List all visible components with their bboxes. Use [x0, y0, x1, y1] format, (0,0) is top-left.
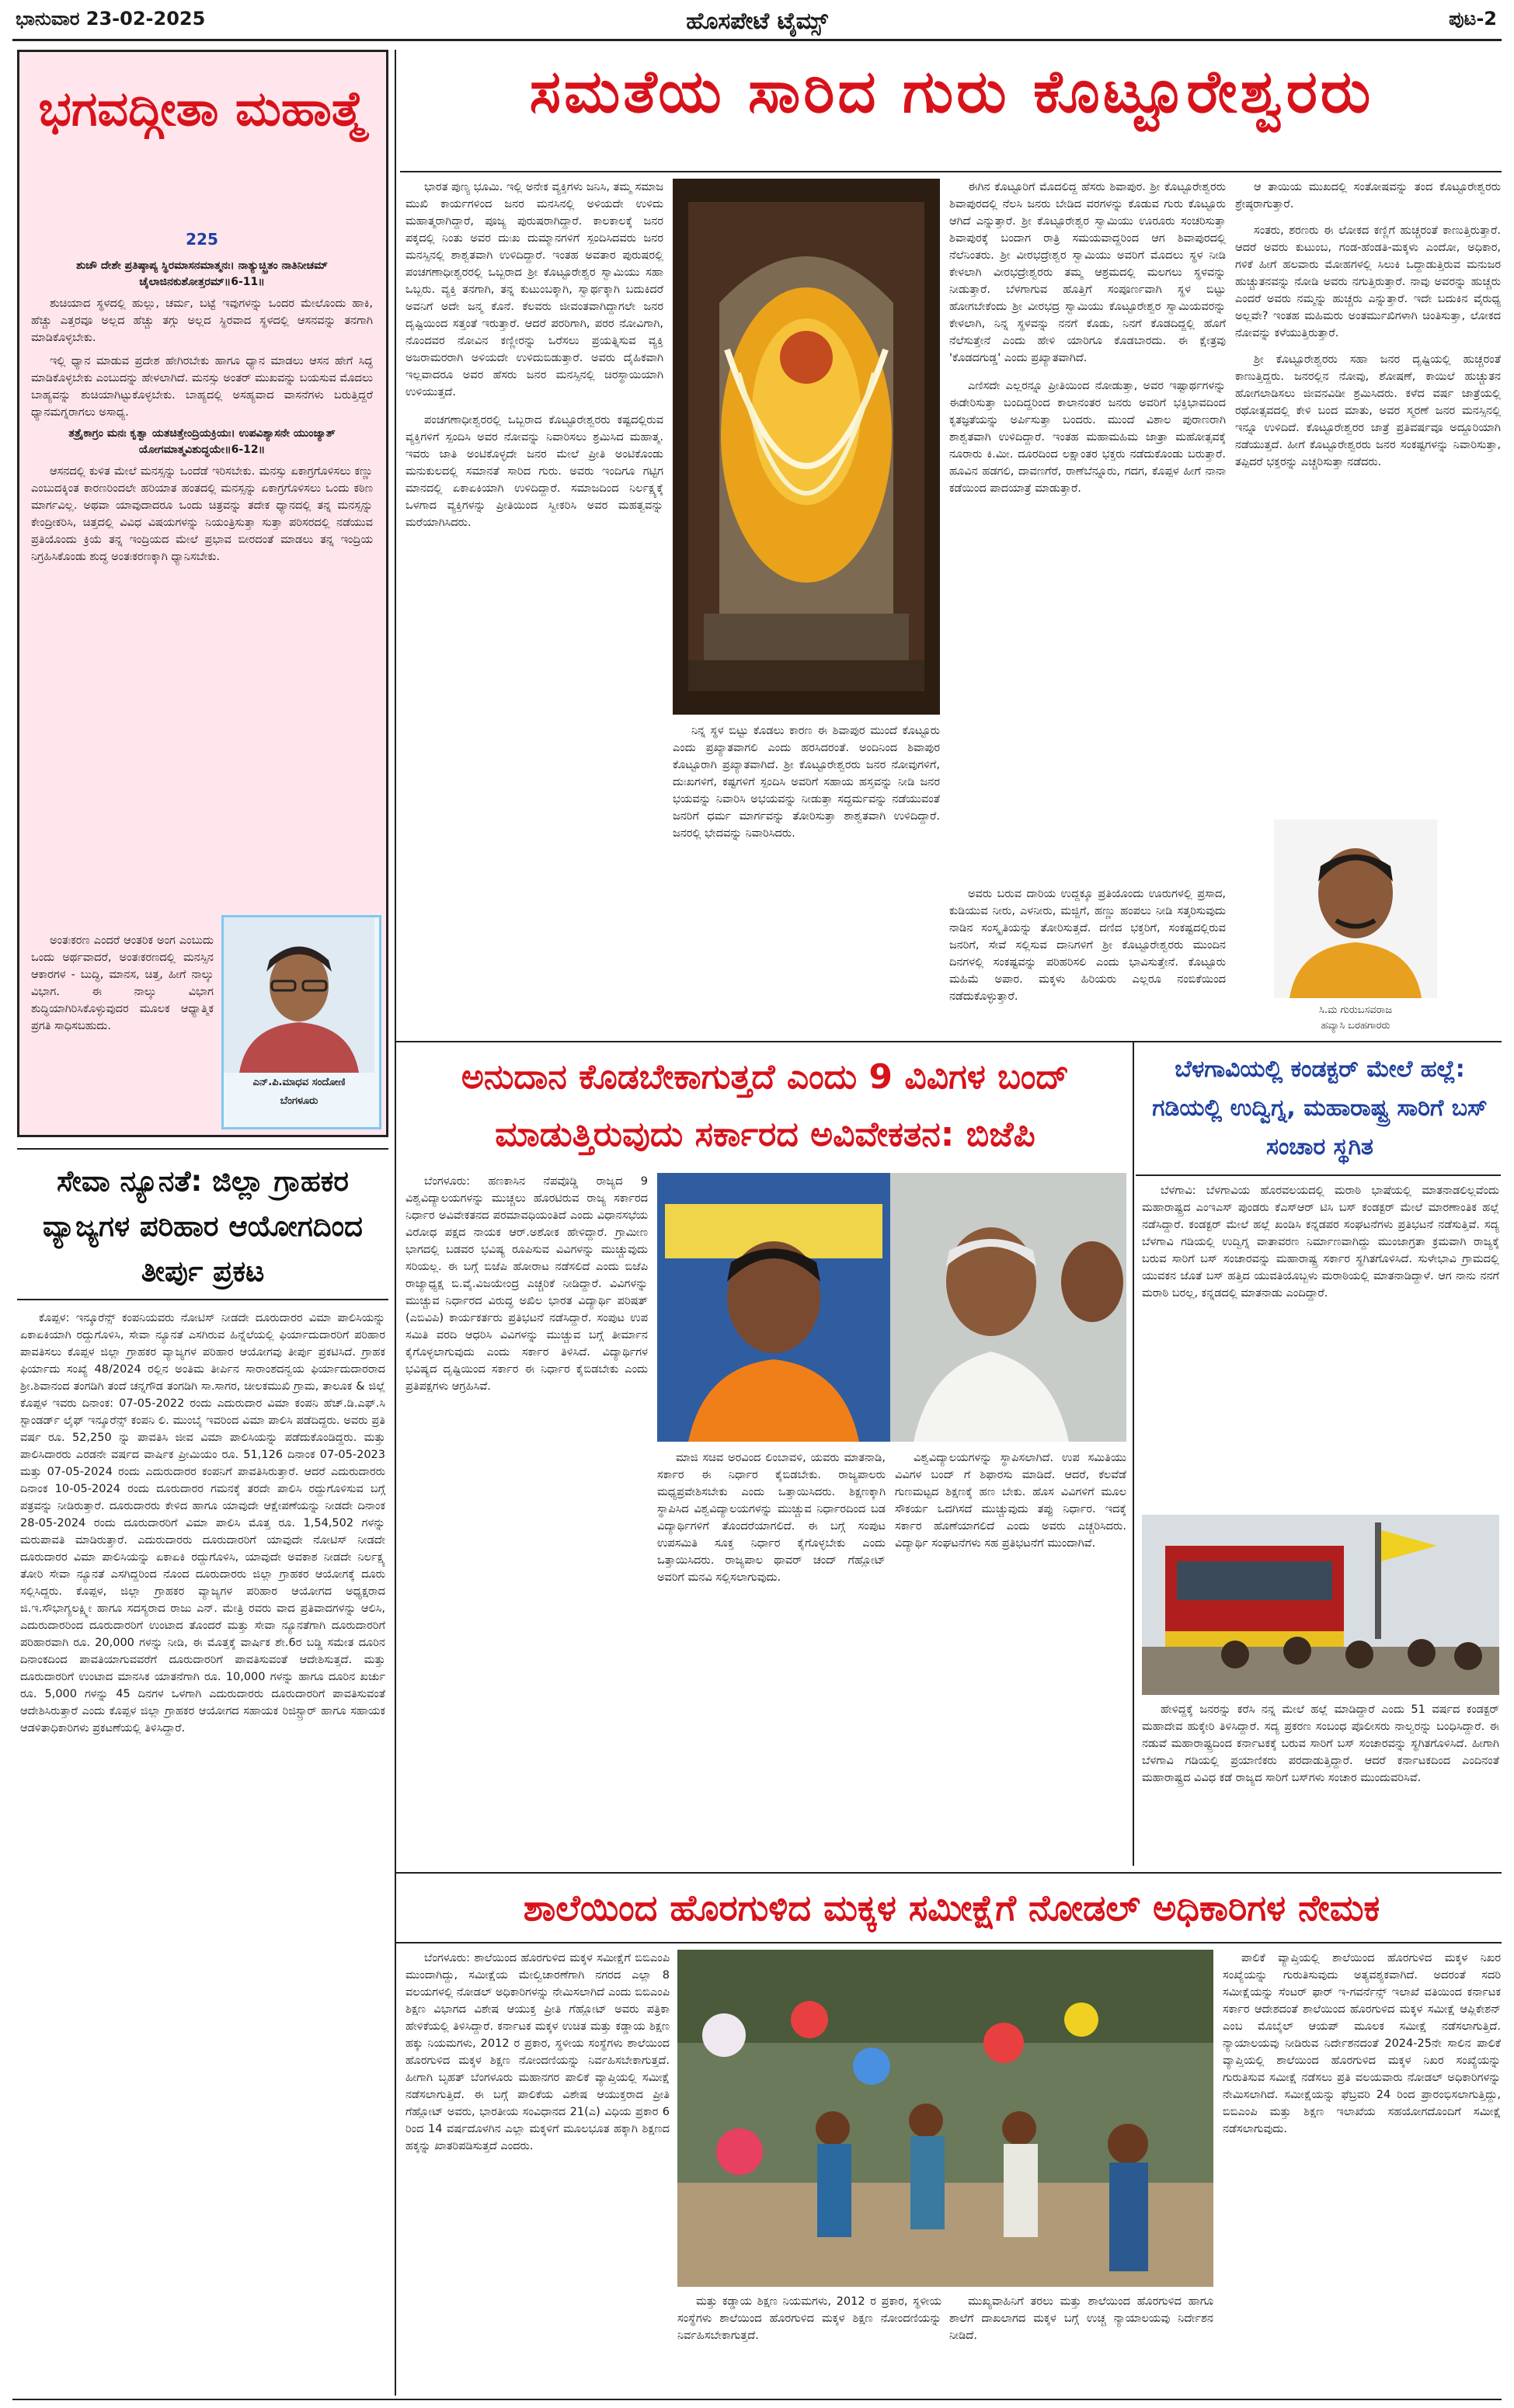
belagavi-body-1	[1142, 1182, 1499, 1508]
mid-rule	[396, 1041, 1502, 1042]
kotturu-col-4b-text: ಸಂತರು, ಶರಣರು ಈ ಲೋಕದ ಕಣ್ಣಿಗೆ ಹುಚ್ಚರಂತೆ ಕಾಣುತ್ತಿರುತ್ತಾರೆ. ಆದರೆ ಅವರು ಕುಟುಂಬ, ಗಂಡ-ಹೆಂಡತಿ-ಮಕ್ಕಳು ಎಂದೋ, ಅಧಿಕಾರ, ಗಳಿಕೆ ಹೀಗೆ ಹಲವಾರು ಮೋಹಗಳಲ್ಲಿ ಸಿಲುಕಿ ಒದ್ದಾಡುತ್ತಿರುವ ಮನುಜರ ಹುಚ್ಚುತನವನ್ನು ನೋಡಿ ಅವರು ನಗುತ್ತಿರುತ್ತಾರೆ. ನಾವು ಅವರನ್ನು ಹುಚ್ಚರು ಎಂದರೆ ಅವರು ನಮ್ಮನ್ನು ಹುಚ್ಚರು ಎನ್ನುತ್ತಾರೆ. ಇದೇ ಬದುಕಿನ ವೈರುಧ್ಯ ಅಲ್ಲವೇ? ಇಂತಹ ಮಹಿಮರು ಅಂತರ್ಮುಖಿಗಳಾಗಿ ಚಿಂತಿಸುತ್ತಾ, ಲೋಕದ ನೋವನ್ನು ಕಳೆಯುತ್ತಿರುತ್ತಾರೆ.	[1235, 224, 1501, 339]
kotturu-col-4	[1235, 179, 1501, 816]
belagavi-headline: ಬೆಳಗಾವಿಯಲ್ಲಿ ಕಂಡಕ್ಟರ್ ಮೇಲೆ ಹಲ್ಲೆ: ಗಡಿಯಲ್ಲಿ ಉದ್ವಿಗ್ನ, ಮಹಾರಾಷ್ಟ್ರ ಸಾರಿಗೆ ಬಸ್ ಸಂಚಾರ ಸ್ಥಗಿತ	[1152, 1056, 1488, 1161]
schools-col-3	[949, 2293, 1213, 2392]
schools-col-3-text: ಮುಖ್ಯವಾಹಿನಿಗೆ ತರಲು ಮತ್ತು ಶಾಲೆಯಿಂದ ಹೊರಗುಳಿದ ಹಾಗೂ ಶಾಲೆಗೆ ದಾಖಲಾಗದ ಮಕ್ಕಳ ಬಗ್ಗೆ ಉಚ್ಚ ನ್ಯಾಯಾಲಯವು ನಿರ್ದೇಶನ ನೀಡಿದೆ.	[949, 2295, 1213, 2342]
page-number: ಪುಟ-2	[1449, 8, 1497, 30]
bandh-col-1-text: ಬೆಂಗಳೂರು: ಹಣಕಾಸಿನ ನೆಪವೊಡ್ಡಿ ರಾಜ್ಯದ 9 ವಿಶ್ವವಿದ್ಯಾಲಯಗಳನ್ನು ಮುಚ್ಚಲು ಹೊರಟಿರುವ ರಾಜ್ಯ ಸರ್ಕಾರದ ನಿರ್ಧಾರ ಅವಿವೇಕತನದ ಪರಮಾವಧಿಯಂತಿದೆ ಎಂದು ವಿಧಾನಸಭೆಯ ವಿರೋಧ ಪಕ್ಷದ ನಾಯಕ ಆರ್.ಅಶೋಕ ಹೇಳಿದ್ದಾರೆ. ಗ್ರಾಮೀಣ ಭಾಗದಲ್ಲಿ ಬಡವರ ಭವಿಷ್ಯ ರೂಪಿಸುವ ವಿವಿಗಳನ್ನು ಮುಚ್ಚುವುದು ಸರಿಯಲ್ಲ. ಈ ಬಗ್ಗೆ ಬಿಜೆಪಿ ಹೋರಾಟ ನಡೆಸಲಿದೆ ಎಂದು ಬಿಜೆಪಿ ರಾಜ್ಯಾಧ್ಯಕ್ಷ ಬಿ.ವೈ.ವಿಜಯೇಂದ್ರ ಎಚ್ಚರಿಕೆ ನೀಡಿದ್ದಾರೆ. ವಿವಿಗಳನ್ನು ಮುಚ್ಚುವ ನಿರ್ಧಾರದ ವಿರುದ್ಧ ಅಖಿಲ ಭಾರತ ವಿದ್ಯಾರ್ಥಿ ಪರಿಷತ್ (ಎಬಿವಿಪಿ) ಕಾರ್ಯಕರ್ತರು ಪ್ರತಿಭಟನೆ ನಡೆಸಿದ್ದಾರೆ. ಸಂಪುಟ ಉಪ ಸಮಿತಿ ವರದಿ ಆಧರಿಸಿ ವಿವಿಗಳನ್ನು ಮುಚ್ಚುವ ಬಗ್ಗೆ ತೀರ್ಮಾನ ಕೈಗೊಳ್ಳಲಾಗುವುದು ಎಂದು ಸರ್ಕಾರ ತಿಳಿಸಿದೆ. ವಿದ್ಯಾರ್ಥಿಗಳ ಭವಿಷ್ಯದ ದೃಷ್ಟಿಯಿಂದ ಸರ್ಕಾರ ಈ ನಿರ್ಧಾರ ಕೈಬಿಡಬೇಕು ಎಂದು ಪ್ರತಿಪಕ್ಷಗಳು ಆಗ್ರಹಿಸಿವೆ.	[405, 1175, 648, 1393]
consumer-rule	[17, 1148, 388, 1150]
lower-rule	[396, 1872, 1502, 1874]
belagavi-body-2	[1142, 1701, 1499, 1864]
bus-protest-photo	[1142, 1515, 1499, 1695]
consumer-headline: ಸೇವಾ ನ್ಯೂನತೆ: ಜಿಲ್ಲಾ ಗ್ರಾಹಕರ ವ್ಯಾಜ್ಯಗಳ ಪರಿಹಾರ ಆಯೋಗದಿಂದ ತೀರ್ಪು ಪ್ರಕಟ	[43, 1164, 363, 1288]
kotturu-col-4c-text: ಶ್ರೀ ಕೊಟ್ಟೂರೇಶ್ವರರು ಸಹಾ ಜನರ ದೃಷ್ಟಿಯಲ್ಲಿ ಹುಚ್ಚರಂತೆ ಕಾಣುತ್ತಿದ್ದರು. ಜನರಲ್ಲಿನ ನೋವು, ಶೋಷಣೆ, ಕಾಯಿಲೆ ಹುಚ್ಚುತನ ಹೋಗಲಾಡಿಸಲು ಜೀವನವಿಡೀ ಶ್ರಮಿಸಿದರು. ಕಳೆದ ವರ್ಷ ಜಾತ್ರೆಯಲ್ಲಿ ರಥೋತ್ಸವದಲ್ಲಿ ಕೇಳಿ ಬಂದ ಮಾತು, ಅವರ ಸ್ಮರಣೆ ಜನರ ಮನಸ್ಸಿನಲ್ಲಿ ಇನ್ನೂ ಉಳಿದಿದೆ. ಕೊಟ್ಟೂರೇಶ್ವರರ ಜಾತ್ರೆ ಪ್ರತಿವರ್ಷವೂ ಅದ್ದೂರಿಯಾಗಿ ನಡೆಯುತ್ತದೆ. ಹೀಗೆ ಕೊಟ್ಟೂರೇಶ್ವರರು ಜನರ ಸಂಕಷ್ಟಗಳನ್ನು ನಿವಾರಿಸುತ್ತಾ, ತಪ್ಪಿದರೆ ಭಕ್ತರನ್ನು ಎಚ್ಚರಿಸುತ್ತಾ ನಡೆದರು.	[1235, 353, 1501, 468]
gita-para-3: ಆಸನದಲ್ಲಿ ಕುಳಿತ ಮೇಲೆ ಮನಸ್ಸನ್ನು ಒಂದೆಡೆ ಇರಿಸಬೇಕು. ಮನಸ್ಸು ಏಕಾಗ್ರಗೊಳಿಸಲು ಕಣ್ಣು ಎಂಬುದಕ್ಕಿಂತ ಕಾರಣರಿಂದಲೇ ಹರಿಯಾತ ಹಂತದಲ್ಲಿ ಮನಸ್ಸನ್ನು ಏಕಾಗ್ರಗೊಳಿಸಲು ಒಂದು ಕಠಿಣ ಮಾರ್ಗವಿಲ್ಲ. ಅಥವಾ ಯಾವುದಾದರೂ ಒಂದು ಚಿತ್ರವನ್ನು ತದೇಕ ಧ್ಯಾನದಲ್ಲಿ ತನ್ನ ಮನಸ್ಸನ್ನು ಕೇಂದ್ರೀಕರಿಸಿ, ಚಿತ್ತದಲ್ಲಿ ವಿವಿಧ ವಿಷಯಗಳನ್ನು ನಿಯಂತ್ರಿಸುತ್ತಾ ಸುತ್ತಾ ಪರಿಸರದಲ್ಲಿ ನಡೆಯುವ ಪ್ರತಿಯೊಂದು ಕ್ರಿಯೆ ತನ್ನ ಇಂದ್ರಿಯದ ಮೇಲೆ ಪ್ರಭಾವ ಬೀರದಂತೆ ಮಾಡಲು ತನ್ನ ಇಂದ್ರಿಯ ನಿಗ್ರಹಿಸಿಕೊಂಡು ಶುದ್ಧ ಅಂತಃಕರಣಕ್ಕಾಗಿ ಧ್ಯಾನಿಸಬೇಕು.	[31, 465, 373, 563]
person-portrait-icon	[224, 917, 374, 1073]
kotturu-col-1b-text: ಪಂಚಗಣಾಧೀಶ್ವರರಲ್ಲಿ ಒಬ್ಬರಾದ ಕೊಟ್ಟೂರೇಶ್ವರರು ಕಷ್ಟದಲ್ಲಿರುವ ವ್ಯಕ್ತಿಗಳಿಗೆ ಸ್ಪಂದಿಸಿ ಅವರ ನೋವನ್ನು ನಿವಾರಿಸಲು ಶ್ರಮಿಸಿದ ಮಹಾತ್ಮ. ಇವರು ಜಾತಿ ಅಂಟಿಕೊಳ್ಳದೇ ಜನರ ಮೇಲೆ ಪ್ರೀತಿ ಅಂಟಿಕೊಂಡು ಮನುಕುಲದಲ್ಲಿ ಸಮಾನತೆ ಸಾರಿದ ಗುರು. ಅವರು ಇಂದಿಗೂ ಗಟ್ಟಿಗ ಮಾನದಲ್ಲಿ ಏಕಾಏಕಿಯಾಗಿ ಉಳಿದಿದ್ದಾರೆ. ಸಮಾಜದಿಂದ ನಿರ್ಲಕ್ಷ್ಯಕ್ಕೆ ಒಳಗಾದ ವ್ಯಕ್ತಿಗಳನ್ನು ಪ್ರೀತಿಯಿಂದ ಸ್ವೀಕರಿಸಿ ಅವರ ಮಹತ್ವವನ್ನು ಮರೆಯಾಗಿಸಿದರು.	[405, 414, 663, 529]
gita-number: 225	[186, 230, 218, 249]
gita-title: ಭಗವದ್ಗೀತಾ ಮಹಾತ್ಮೆ	[38, 80, 366, 137]
bandh-col-1	[405, 1173, 648, 1864]
kotturu-headline: ಸಮತೆಯ ಸಾರಿದ ಗುರು ಕೊಟ್ಟೂರೇಶ್ವರರು	[529, 57, 1374, 126]
bandh-col-3	[895, 1449, 1126, 1864]
children-running-photo	[677, 1950, 1213, 2287]
gita-text-end	[31, 932, 214, 1126]
bandh-headline: ಅನುದಾನ ಕೊಡಬೇಕಾಗುತ್ತದೆ ಎಂದು 9 ವಿವಿಗಳ ಬಂದ್ ಮಾಡುತ್ತಿರುವುದು ಸರ್ಕಾರದ ಅವಿವೇಕತನ: ಬಿಜೆಪಿ	[461, 1057, 1070, 1154]
kotturu-col-2-text: ಈಗಿನ ಕೊಟ್ಟೂರಿಗೆ ಮೊದಲಿದ್ದ ಹೆಸರು ಶಿವಾಪುರ. ಶ್ರೀ ಕೊಟ್ಟೂರೇಶ್ವರರು ಶಿವಾಪುರದಲ್ಲಿ ನೆಲಸಿ ಜನರು ಬೇಡಿದ ವರಗಳನ್ನು ಕೊಡುವ ಗುರು ಕೊಟ್ಟೂರು ಆಗಿದೆ ಎನ್ನುತ್ತಾರೆ. ಶ್ರೀ ಕೊಟ್ಟೂರೇಶ್ವರ ಸ್ವಾಮಿಯು ಊರೂರು ಸಂಚರಿಸುತ್ತಾ ಶಿವಾಪುರಕ್ಕೆ ಬಂದಾಗ ರಾತ್ರಿ ಸಮಯವಾದ್ದರಿಂದ ಆಗ ಶಿವಾಪುರದಲ್ಲಿ ನೆಲೆನಿಂತರು. ಶ್ರೀ ವೀರಭದ್ರೇಶ್ವರ ಸ್ವಾಮಿಯು ಅವರಿಗೆ ಮೊದಲು ಸ್ಥಳ ನೀಡಿ ಕೇಳಲಾಗಿ ವೀರಭದ್ರೇಶ್ವರರು ತಮ್ಮ ಆಶ್ರಮದಲ್ಲಿ ಮಲಗಲು ಸ್ಥಳವನ್ನು ನೀಡುತ್ತಾರೆ. ಬೆಳಗಾಗುವ ಹೊತ್ತಿಗೆ ಸಂಪೂರ್ಣವಾಗಿ ಸ್ಥಳ ಬಿಟ್ಟು ಹೋಗಬೇಕೆಂದು ಶ್ರೀ ವೀರಭದ್ರ ಸ್ವಾಮಿಯು ಕೊಟ್ಟೂರೇಶ್ವರ ಸ್ವಾಮಿಯವರನ್ನು ಕೇಳಲಾಗಿ, ನಿನ್ನ ಸ್ಥಳವನ್ನು ನನಗೆ ಕೊಡು, ನಿನಗೆ ಕೊಡದಿದ್ದಲ್ಲಿ ಹೊಗೆ ನೆಲೆಸುತ್ತೇನೆ ಎಂದು ಹೇಳಿ ಯಾರಿಗೂ ಕೊಡಬಾರದು. ಈ ಕ್ಷೇತ್ರವು 'ಕೊಡದಗುಡ್ಡ' ಎಂದು ಪ್ರಖ್ಯಾತವಾಗಿದೆ.	[949, 181, 1226, 364]
politicians-icon	[657, 1173, 1126, 1442]
kotturu-col-4-text: ಆ ತಾಯಿಯ ಮುಖದಲ್ಲಿ ಸಂತೋಷವನ್ನು ತಂದ ಕೊಟ್ಟೂರೇಶ್ವರರು ಶ್ರೇಷ್ಠರಾಗುತ್ತಾರೆ.	[1235, 181, 1501, 211]
gita-text	[31, 253, 373, 929]
bandh-col-2-text: ಮಾಜಿ ಸಚಿವ ಅರವಿಂದ ಲಿಂಬಾವಳಿ, ಯವರು ಮಾತನಾಡಿ, ಸರ್ಕಾರ ಈ ನಿರ್ಧಾರ ಕೈಬಿಡಬೇಕು. ರಾಜ್ಯಪಾಲರು ಮಧ್ಯಪ್ರವೇಶಿಸಬೇಕು ಎಂದು ಒತ್ತಾಯಿಸಿದರು. ಶಿಕ್ಷಣಕ್ಕಾಗಿ ಸ್ಥಾಪಿಸಿದ ವಿಶ್ವವಿದ್ಯಾಲಯಗಳನ್ನು ಮುಚ್ಚುವ ನಿರ್ಧಾರದಿಂದ ಬಡ ವಿದ್ಯಾರ್ಥಿಗಳಿಗೆ ತೊಂದರೆಯಾಗಲಿದೆ. ಈ ಬಗ್ಗೆ ಸಂಪುಟ ಉಪಸಮಿತಿ ಸೂಕ್ತ ನಿರ್ಧಾರ ಕೈಗೊಳ್ಳಬೇಕು ಎಂದು ಒತ್ತಾಯಿಸಿದರು. ರಾಜ್ಯಪಾಲ ಥಾವರ್ ಚಂದ್ ಗೆಹ್ಲೋಟ್ ಅವರಿಗೆ ಮನವಿ ಸಲ್ಲಿಸಲಾಗುವುದು.	[657, 1452, 886, 1584]
schools-col-1	[405, 1950, 670, 2392]
gita-verse-1: ಶುಚೌ ದೇಶೇ ಪ್ರತಿಷ್ಠಾಪ್ಯ ಸ್ಥಿರಮಾಸನಮಾತ್ಮನಃ। ನಾತ್ಯುಚ್ಛ್ರಿತಂ ನಾತಿನೀಚಮ್ ಚೈಲಾಜಿನಕುಶೋತ್ತರಮ್॥6-11॥	[76, 259, 328, 288]
author-name-madhava: ಎನ್.ಪಿ.ಮಾಧವ ಸಂದೋಣಿ	[252, 1077, 346, 1088]
belagavi-body-1-text: ಬೆಳಗಾವಿ: ಬೆಳಗಾವಿಯ ಹೊರವಲಯದಲ್ಲಿ ಮರಾಠಿ ಭಾಷೆಯಲ್ಲಿ ಮಾತನಾಡಲಿಲ್ಲವೆಂದು ಮಹಾರಾಷ್ಟ್ರದ ಎಂಇಎಸ್ ಪುಂಡರು ಕೆಎಸ್ಆರ್ ಟಿಸಿ ಬಸ್ ಕಂಡಕ್ಟರ್ ಮೇಲೆ ಮಾರಣಾಂತಿಕ ಹಲ್ಲೆ ನಡೆಸಿದ್ದಾರೆ. ಕಂಡಕ್ಟರ್ ಮೇಲೆ ಹಲ್ಲೆ ಖಂಡಿಸಿ ಕನ್ನಡಪರ ಸಂಘಟನೆಗಳು ಪ್ರತಿಭಟನೆ ನಡೆಸುತ್ತಿವೆ. ಸದ್ಯ ಬೆಳಗಾವಿ ಗಡಿಯಲ್ಲಿ ಉದ್ವಿಗ್ನ ವಾತಾವರಣ ನಿರ್ಮಾಣವಾಗಿದ್ದು ಮುಂಜಾಗ್ರತಾ ಕ್ರಮವಾಗಿ ರಾಜ್ಯಕ್ಕೆ ಬರುವ ಸಾರಿಗೆ ಬಸ್ ಸಂಚಾರವನ್ನು ಮಹಾರಾಷ್ಟ್ರ ಸರ್ಕಾರ ಸ್ಥಗಿತಗೊಳಿಸಿದೆ. ಸುಳೇಭಾವಿ ಗ್ರಾಮದಲ್ಲಿ ಯುವಕನ ಜೊತೆ ಬಸ್ ಹತ್ತಿದ ಯುವತಿಯೊಬ್ಬಳು ಮರಾಠಿಯಲ್ಲಿ ಮಾತನಾಡಿದ್ದಾಳೆ. ಆಗ ನಾನು ನನಗೆ ಮರಾಠಿ ಬರಲ್ಲ, ಕನ್ನಡದಲ್ಲಿ ಮಾತನಾಡು ಎಂದಿದ್ದಾರೆ.	[1142, 1185, 1499, 1300]
kotturu-col-2-body	[673, 722, 940, 1033]
bandh-col-3-text: ವಿಶ್ವವಿದ್ಯಾಲಯಗಳನ್ನು ಸ್ಥಾಪಿಸಲಾಗಿದೆ. ಉಪ ಸಮಿತಿಯು ವಿವಿಗಳ ಬಂದ್ ಗೆ ಶಿಫಾರಸು ಮಾಡಿದೆ. ಆದರೆ, ಕೆಲವೆಡೆ ಗುಣಮಟ್ಟದ ಶಿಕ್ಷಣಕ್ಕೆ ಹಣ ಬೇಕು. ಹೊಸ ವಿವಿಗಳಿಗೆ ಮೂಲ ಸೌಕರ್ಯ ಒದಗಿಸದೆ ಮುಚ್ಚುವುದು ತಪ್ಪು ನಿರ್ಧಾರ. ಇದಕ್ಕೆ ಸರ್ಕಾರ ಹೊಣೆಯಾಗಲಿದೆ ಎಂದು ಅವರು ಎಚ್ಚರಿಸಿದರು. ವಿದ್ಯಾರ್ಥಿ ಸಂಘಟನೆಗಳು ಸಹ ಪ್ರತಿಭಟನೆಗೆ ಮುಂದಾಗಿವೆ.	[895, 1452, 1126, 1550]
kotturu-col-3-bottom	[949, 886, 1226, 1033]
column-divider-right	[1133, 1042, 1134, 1866]
header-rule	[12, 39, 1502, 41]
kotturu-col-3-text: ಎಣಿಸದೇ ಎಲ್ಲರನ್ನೂ ಪ್ರೀತಿಯಿಂದ ನೋಡುತ್ತಾ, ಅವರ ಇಷ್ಟಾರ್ಥಗಳನ್ನು ಈಡೇರಿಸುತ್ತಾ ಬಂದಿದ್ದರಿಂದ ಕಾಲಾನಂತರ ಜನರು ಅವರಿಗೆ ಭಕ್ತಿಭಾವದಿಂದ ಕೃತಜ್ಞತೆಯನ್ನು ಅರ್ಪಿಸುತ್ತಾ ಬಂದರು. ಮುಂದೆ ವಿಶಾಲ ಪುರಾಣರಾಗಿ ಶಾಶ್ವತವಾಗಿ ಉಳಿದಿದ್ದಾರೆ. ಇಂತಹ ಮಹಾಮಹಿಮ ಜಾತ್ರಾ ಮಹೋತ್ಸವಕ್ಕೆ ನೂರಾರು ಕಿ.ಮೀ. ದೂರದಿಂದ ಲಕ್ಷಾಂತರ ಭಕ್ತರು ನಡೆದುಕೊಂಡು ಬರುತ್ತಾರೆ. ಹೂವಿನ ಹಡಗಲಿ, ದಾವಣಗೆರೆ, ರಾಣೆಬೆನ್ನೂರು, ಗದಗ, ಕೊಪ್ಪಳ ಹೀಗೆ ನಾನಾ ಕಡೆಯಿಂದ ಪಾದಯಾತ್ರೆ ಮಾಡುತ್ತಾರೆ.	[949, 380, 1226, 495]
consumer-rule-2	[17, 1299, 388, 1300]
masthead: ಹೊಸಪೇಟೆ ಟೈಮ್ಸ್	[686, 8, 828, 35]
kotturu-col-3b-text: ಅವರು ಬರುವ ದಾರಿಯ ಉದ್ದಕ್ಕೂ ಪ್ರತಿಯೊಂದು ಊರುಗಳಲ್ಲಿ ಪ್ರಸಾದ, ಕುಡಿಯುವ ನೀರು, ಎಳನೀರು, ಮಜ್ಜಿಗೆ, ಹಣ್ಣು ಹಂಪಲು ನೀಡಿ ಸತ್ಕರಿಸುವುದು ನಾಡಿನ ಸಂಸ್ಕೃತಿಯನ್ನು ತೋರಿಸುತ್ತದೆ. ದಣಿದ ಭಕ್ತರಿಗೆ, ಸಂಕಷ್ಟದಲ್ಲಿರುವ ಜನರಿಗೆ, ಸೇವೆ ಸಲ್ಲಿಸುವ ದಾನಿಗಳಿಗೆ ಶ್ರೀ ಕೊಟ್ಟೂರೇಶ್ವರರು ಮುಂದಿನ ದಿನಗಳಲ್ಲಿ ಸಂಕಷ್ಟವನ್ನು ಪರಿಹರಿಸಲಿ ಎಂದು ಭಾವಿಸುತ್ತೇನೆ. ಕೊಟ್ಟೂರು ಮಹಿಮೆ ಅಪಾರ. ಮಕ್ಕಳು ಹಿರಿಯರು ಎಲ್ಲರೂ ನಂಬಿಕೆಯಿಂದ ನಡೆದುಕೊಳ್ಳುತ್ತಾರೆ.	[949, 888, 1226, 1003]
gita-para-1: ಶುಚಿಯಾದ ಸ್ಥಳದಲ್ಲಿ ಹುಲ್ಲು, ಚರ್ಮ, ಬಟ್ಟೆ ಇವುಗಳನ್ನು ಒಂದರ ಮೇಲೊಂದು ಹಾಕಿ, ಹೆಚ್ಚು ಎತ್ತರವೂ ಅಲ್ಲದ ಹೆಚ್ಚು ತಗ್ಗು ಅಲ್ಲದ ಸ್ಥಿರವಾದ ಸ್ಥಳದಲ್ಲಿ ಆಸನವನ್ನು ತನಗಾಗಿ ಮಾಡಿಕೊಳ್ಳಬೇಕು.	[31, 298, 373, 344]
bus-protest-icon	[1142, 1515, 1499, 1695]
schools-col-2	[677, 2293, 941, 2392]
schools-col-4	[1223, 1950, 1501, 2392]
author-photo-gurubasavaraj	[1274, 819, 1437, 998]
politicians-photo	[657, 1173, 1126, 1442]
bandh-col-2	[657, 1449, 886, 1864]
children-running-icon	[677, 1950, 1213, 2287]
schools-headline: ಶಾಲೆಯಿಂದ ಹೊರಗುಳಿದ ಮಕ್ಕಳ ಸಮೀಕ್ಷೆಗೆ ನೋಡಲ್ ಅಧಿಕಾರಿಗಳ ನೇಮಕ	[523, 1887, 1380, 1929]
person-portrait-icon	[1274, 819, 1437, 998]
author-photo-madhava	[221, 915, 381, 1129]
kotturu-col-1-text: ಭಾರತ ಪುಣ್ಯ ಭೂಮಿ. ಇಲ್ಲಿ ಅನೇಕ ವ್ಯಕ್ತಿಗಳು ಜನಿಸಿ, ತಮ್ಮ ಸಮಾಜ ಮುಖಿ ಕಾರ್ಯಗಳಿಂದ ಜನರ ಮನಸಿನಲ್ಲಿ ಅಳಿಯದೇ ಉಳಿದು ಮಹಾತ್ಮರಾಗಿದ್ದಾರೆ, ಪೂಜ್ಯ ಪುರುಷರಾಗಿದ್ದಾರೆ. ಕಾಲಕಾಲಕ್ಕೆ ಜನರ ಪಕ್ಕದಲ್ಲಿ ನಿಂತು ಅವರ ದುಃಖ ದುಮ್ಮಾನಗಳಿಗೆ ಸ್ಪಂದಿಸಿದವರು ಜನರ ಮನಸ್ಸಿನಲ್ಲಿ ಶಾಶ್ವತವಾಗಿ ಉಳಿದಿದ್ದಾರೆ. ಇಂತಹ ಅವತಾರ ಪುರುಷರಲ್ಲಿ ಪಂಚಗಣಾಧೀಶ್ವರರಲ್ಲಿ ಒಬ್ಬರಾದ ಶ್ರೀ ಕೊಟ್ಟೂರೇಶ್ವರ ಸ್ವಾಮಿಯು ಸಹಾ ಒಬ್ಬರು. ವ್ಯಕ್ತಿ ತನಗಾಗಿ, ತನ್ನ ಕುಟುಂಬಕ್ಕಾಗಿ, ಸ್ವಾರ್ಥಕ್ಕಾಗಿ ಬದುಕಿದರೆ ಅವನಿಗೆ ಅದೇ ಜನ್ಮ ಕೊನೆ. ಕೆಲವರು ಜೀವಂತವಾಗಿದ್ದಾಗಲೇ ಜನರ ದೃಷ್ಟಿಯಿಂದ ಸತ್ತಂತೆ ಇರುತ್ತಾರೆ. ಆದರೆ ಪರರಿಗಾಗಿ, ಪರರ ನೋವಿಗಾಗಿ, ನೊಂದವರ ನೋವಿನ ಕಣ್ಣೀರನ್ನು ಒರೆಸಲು ಪ್ರಯತ್ನಿಸುವ ವ್ಯಕ್ತಿ ಅಜರಾಮರರಾಗಿ ಅಳಿಯದೇ ಉಳಿದುಬಿಡುತ್ತಾರೆ. ಅವರು ದೈಹಿಕವಾಗಿ ಇಲ್ಲವಾದರೂ ಅವರ ಹೆಸರು ಜನರ ಮನಸ್ಸಿನಲ್ಲಿ ಚಿರಸ್ಥಾಯಿಯಾಗಿ ಉಳಿಯುತ್ತದೆ.	[405, 181, 663, 398]
schools-col-2-text: ಮತ್ತು ಕಡ್ಡಾಯ ಶಿಕ್ಷಣ ನಿಯಮಗಳು, 2012 ರ ಪ್ರಕಾರ, ಸ್ಥಳೀಯ ಸಂಸ್ಥೆಗಳು ಶಾಲೆಯಿಂದ ಹೊರಗುಳಿದ ಮಕ್ಕಳ ಶಿಕ್ಷಣ ನೋಂದಣಿಯನ್ನು ನಿರ್ವಹಿಸಬೇಕಾಗುತ್ತದೆ.	[677, 2295, 941, 2342]
schools-rule	[396, 1942, 1502, 1943]
issue-date: ಭಾನುವಾರ 23-02-2025	[16, 8, 206, 30]
gita-para-2: ಇಲ್ಲಿ ಧ್ಯಾನ ಮಾಡುವ ಪ್ರದೇಶ ಹೇಗಿರಬೇಕು ಹಾಗೂ ಧ್ಯಾನ ಮಾಡಲು ಆಸನ ಹೇಗೆ ಸಿದ್ಧ ಮಾಡಿಕೊಳ್ಳಬೇಕು ಎಂಬುದನ್ನು ಹೇಳಲಾಗಿದೆ. ಮನಸ್ಸು ಅಂತರ್ ಮುಖವನ್ನು ಬಯಸುವ ಮೊದಲು ಬಾಹ್ಯವನ್ನು ಶುಚಿಯಾಗಿಟ್ಟುಕೊಳ್ಳಬೇಕು. ಬಾಹ್ಯದಲ್ಲಿ ಅಸಹ್ಯವಾದ ವಾಸನೆಗಳು ಬರುತ್ತಿದ್ದರೆ ಧ್ಯಾನಮಗ್ನರಾಗಲು ಅಸಾಧ್ಯ.	[31, 355, 373, 419]
column-divider-left	[395, 50, 396, 2396]
consumer-body	[20, 1310, 385, 2389]
schools-col-1-text: ಬೆಂಗಳೂರು: ಶಾಲೆಯಿಂದ ಹೊರಗುಳಿದ ಮಕ್ಕಳ ಸಮೀಕ್ಷೆಗೆ ಬಿಬಿಎಂಪಿ ಮುಂದಾಗಿದ್ದು, ಸಮೀಕ್ಷೆಯ ಮೇಲ್ವಿಚಾರಣೆಗಾಗಿ ನಗರದ ಎಲ್ಲಾ 8 ವಲಯಗಳಲ್ಲಿ ನೋಡಲ್ ಅಧಿಕಾರಿಗಳನ್ನು ನೇಮಿಸಲಾಗಿದೆ ಎಂದು ಬಿಬಿಎಂಪಿ ಶಿಕ್ಷಣ ವಿಭಾಗದ ವಿಶೇಷ ಆಯುಕ್ತ ಪ್ರೀತಿ ಗೆಹ್ಲೋಟ್ ಅವರು ಪತ್ರಿಕಾ ಹೇಳಿಕೆಯಲ್ಲಿ ತಿಳಿಸಿದ್ದಾರೆ. ಕರ್ನಾಟಕ ಮಕ್ಕಳ ಉಚಿತ ಮತ್ತು ಕಡ್ಡಾಯ ಶಿಕ್ಷಣ ಹಕ್ಕು ನಿಯಮಗಳು, 2012 ರ ಪ್ರಕಾರ, ಸ್ಥಳೀಯ ಸಂಸ್ಥೆಗಳು ಶಾಲೆಯಿಂದ ಹೊರಗುಳಿದ ಮಕ್ಕಳ ಶಿಕ್ಷಣ ನೋಂದಣಿಯನ್ನು ನಿರ್ವಹಿಸಬೇಕಾಗುತ್ತದೆ. ಹೀಗಾಗಿ ಬೃಹತ್ ಬೆಂಗಳೂರು ಮಹಾನಗರ ಪಾಲಿಕೆ ವ್ಯಾಪ್ತಿಯಲ್ಲಿ ಸಮೀಕ್ಷೆ ನಡೆಸಲಾಗುತ್ತಿದೆ. ಈ ಬಗ್ಗೆ ಪಾಲಿಕೆಯ ವಿಶೇಷ ಆಯುಕ್ತರಾದ ಪ್ರೀತಿ ಗೆಹ್ಲೋಟ್ ಅವರು, ಭಾರತೀಯ ಸಂವಿಧಾನದ 21(ಎ) ವಿಧಿಯ ಪ್ರಕಾರ 6 ರಿಂದ 14 ವರ್ಷದೊಳಗಿನ ಎಲ್ಲಾ ಮಕ್ಕಳಿಗೆ ಮೂಲಭೂತ ಹಕ್ಕಾಗಿ ಶಿಕ್ಷಣದ ಹಕ್ಕನ್ನು ಖಾತರಿಪಡಿಸುತ್ತದೆ ಎಂದರು.	[405, 1952, 670, 2152]
kotturu-rule	[400, 171, 1502, 172]
kotturu-col-2b-text: ನಿನ್ನ ಸ್ಥಳ ಬಿಟ್ಟು ಕೊಡಲು ಕಾರಣ ಈ ಶಿವಾಪುರ ಮುಂದೆ ಕೊಟ್ಟೂರು ಎಂದು ಪ್ರಖ್ಯಾತವಾಗಲಿ ಎಂದು ಹರಸಿದರಂತೆ. ಅಂದಿನಿಂದ ಶಿವಾಪುರ ಕೊಟ್ಟೂರಾಗಿ ಪ್ರಖ್ಯಾತವಾಗಿದೆ. ಶ್ರೀ ಕೊಟ್ಟೂರೇಶ್ವರರು ಜನರ ನೋವುಗಳಿಗೆ, ದುಃಖಗಳಿಗೆ, ಕಷ್ಟಗಳಿಗೆ ಸ್ಪಂದಿಸಿ ಅವರಿಗೆ ಸಹಾಯ ಹಸ್ತವನ್ನು ನೀಡಿ ಜನರ ಭಯವನ್ನು ನಿವಾರಿಸಿ ಅಭಯವನ್ನು ನೀಡುತ್ತಾ ಸದ್ಧರ್ಮವನ್ನು ನಡೆಯುವಂತೆ ಜನರಿಗೆ ಧರ್ಮ ಮಾರ್ಗವನ್ನು ತೋರಿಸುತ್ತಾ ಶಾಶ್ವತವಾಗಿ ಉಳಿದಿದ್ದಾರೆ. ಜನರಲ್ಲಿ ಭೇದವನ್ನು ನಿವಾರಿಸಿದರು.	[673, 725, 940, 840]
gita-para-4: ಅಂತಃಕರಣ ಎಂದರೆ ಆಂತರಿಕ ಅಂಗ ಎಂಬುದು ಒಂದು ಅರ್ಥವಾದರೆ, ಅಂತಃಕರಣದಲ್ಲಿ ಮನಸ್ಸಿನ ಆಕಾರಗಳ - ಬುದ್ಧಿ, ಮಾನಸ, ಚಿತ್ತ, ಹೀಗೆ ನಾಲ್ಕು ವಿಭಾಗ. ಈ ನಾಲ್ಕು ವಿಭಾಗ ಶುದ್ಧಿಯಾಗಿರಿಸಿಕೊಳ್ಳುವುದರ ಮೂಲಕ ಆಧ್ಯಾತ್ಮಿಕ ಪ್ರಗತಿ ಸಾಧಿಸಬಹುದು.	[31, 934, 214, 1032]
belagavi-body-2-text: ಹೇಳಿದ್ದಕ್ಕೆ ಜನರನ್ನು ಕರೆಸಿ ನನ್ನ ಮೇಲೆ ಹಲ್ಲೆ ಮಾಡಿದ್ದಾರೆ ಎಂದು 51 ವರ್ಷದ ಕಂಡಕ್ಟರ್ ಮಹಾದೇವ ಹುಕ್ಕೇರಿ ತಿಳಿಸಿದ್ದಾರೆ. ಸದ್ಯ ಪ್ರಕರಣ ಸಂಬಂಧ ಪೊಲೀಸರು ನಾಲ್ವರನ್ನು ಬಂಧಿಸಿದ್ದಾರೆ. ಈ ನಡುವೆ ಮಹಾರಾಷ್ಟ್ರದಿಂದ ಕರ್ನಾಟಕಕ್ಕೆ ಬರುವ ಸಾರಿಗೆ ಬಸ್ ಸಂಚಾರವನ್ನು ಸ್ಥಗಿತಗೊಳಿಸಿದೆ. ಹೀಗಾಗಿ ಬೆಳಗಾವಿ ಗಡಿಯಲ್ಲಿ ಪ್ರಯಾಣಿಕರು ಪರದಾಡುತ್ತಿದ್ದಾರೆ. ಆದರೆ ಕರ್ನಾಟಕದಿಂದ ಎಂದಿನಂತೆ ಮಹಾರಾಷ್ಟ್ರದ ವಿವಿಧ ಕಡೆ ರಾಜ್ಯದ ಸಾರಿಗೆ ಬಸ್‌ಗಳು ಸಂಚಾರ ಮುಂದುವರಿಸಿವೆ.	[1142, 1703, 1499, 1784]
kotturu-col-1	[405, 179, 663, 1033]
author-place-madhava: ಬೆಂಗಳೂರು	[280, 1095, 318, 1107]
footer-rule	[12, 2399, 1502, 2400]
author-place-gurubasavaraj: ಹವ್ಯಾಸಿ ಬರಹಗಾರರು	[1321, 1020, 1390, 1032]
belagavi-rule	[1136, 1174, 1501, 1176]
author-name-gurubasavaraj: ಸಿ.ಮ ಗುರುಬಸವರಾಜ	[1319, 1004, 1392, 1016]
schools-col-4-text: ಪಾಲಿಕೆ ವ್ಯಾಪ್ತಿಯಲ್ಲಿ ಶಾಲೆಯಿಂದ ಹೊರಗುಳಿದ ಮಕ್ಕಳ ನಿಖರ ಸಂಖ್ಯೆಯನ್ನು ಗುರುತಿಸುವುದು ಅತ್ಯವಶ್ಯಕವಾಗಿದೆ. ಅದರಂತೆ ಸದರಿ ಸಮೀಕ್ಷೆಯನ್ನು ಸೆಂಟರ್ ಫಾರ್ ಇ-ಗವರ್ನೆನ್ಸ್ ಇಲಾಖೆ ವತಿಯಿಂದ ಕರ್ನಾಟಕ ಸರ್ಕಾರ ಆದೇಶದಂತೆ ಶಾಲೆಯಿಂದ ಹೊರಗುಳಿದ ಮಕ್ಕಳ ಸಮೀಕ್ಷೆ ಆಪ್ಲಿಕೇಶನ್ ಎಂಬ ಮೊಬೈಲ್ ಆಯಪ್ ಮೂಲಕ ಸಮೀಕ್ಷೆ ನಡೆಸಲಾಗುತ್ತಿದೆ. ನ್ಯಾಯಾಲಯವು ನೀಡಿರುವ ನಿರ್ದೇಶನದಂತೆ 2024-25ನೇ ಸಾಲಿನ ಪಾಲಿಕೆ ವ್ಯಾಪ್ತಿಯಲ್ಲಿ ಶಾಲೆಯಿಂದ ಹೊರಗುಳಿದ ಮಕ್ಕಳ ನಿಖರ ಸಂಖ್ಯೆಯನ್ನು ಗುರುತಿಸುವ ಸಮೀಕ್ಷೆ ನಡೆಸಲು ಪ್ರತಿ ವಲಯವಾರು ನೋಡಲ್ ಅಧಿಕಾರಿಗಳನ್ನು ನೇಮಿಸಲಾಗಿದೆ. ಸಮೀಕ್ಷೆಯನ್ನು ಫೆಬ್ರವರಿ 24 ರಿಂದ ಪ್ರಾರಂಭಿಸಲಾಗುತ್ತಿದ್ದು, ಬಿಬಿಎಂಪಿ ಮತ್ತು ಶಿಕ್ಷಣ ಇಲಾಖೆಯ ಸಹಯೋಗದೊಂದಿಗೆ ಸಮೀಕ್ಷೆ ನಡೆಸಲಾಗುವುದು.	[1223, 1952, 1501, 2135]
gita-verse-2: ತತ್ರೈಕಾಗ್ರಂ ಮನಃ ಕೃತ್ವಾ ಯತಚಿತ್ತೇಂದ್ರಿಯಕ್ರಿಯಃ। ಉಪವಿಶ್ಯಾಸನೇ ಯುಂಜ್ಯಾತ್ ಯೋಗಮಾತ್ಮವಿಶುದ್ಧಯೇ॥6-12॥	[68, 427, 336, 456]
consumer-body-text: ಕೊಪ್ಪಳ: ಇನ್ಶೂರೆನ್ಸ್ ಕಂಪನಿಯವರು ನೋಟಿಸ್ ನೀಡದೇ ದೂರುದಾರರ ವಿಮಾ ಪಾಲಿಸಿಯನ್ನು ಏಕಾಏಕಿಯಾಗಿ ರದ್ದುಗೊಳಿಸಿ, ಸೇವಾ ನ್ಯೂನತೆ ಎಸಗಿರುವ ಹಿನ್ನೆಲೆಯಲ್ಲಿ ಫಿರ್ಯಾದುದಾರರಿಗೆ ಪರಿಹಾರ ಪಾವತಿಸಲು ಕೊಪ್ಪಳ ಜಿಲ್ಲಾ ಗ್ರಾಹಕರ ವ್ಯಾಜ್ಯಗಳ ಪರಿಹಾರ ಆಯೋಗವು ತೀರ್ಪು ಪ್ರಕಟಿಸಿದೆ. ಗ್ರಾಹಕ ಫಿರ್ಯಾದು ಸಂಖ್ಯೆ 48/2024 ರಲ್ಲಿನ ಅಂತಿಮ ತೀರ್ಪಿನ ಸಾರಾಂಶದನ್ವಯ ಫಿರ್ಯಾದುದಾರರಾದ ಶ್ರೀ.ಶಿವಾನಂದ ತಂಗಡಿಗಿ ತಂದೆ ಚನ್ನಗೌಡ ತಂಗಡಿಗಿ ಸಾ.ಸಾಗರ, ಚೀಲಕಮುಖಿ ಗ್ರಾಮ, ತಾಲೂಕ & ಜಿಲ್ಲೆ ಕೊಪ್ಪಳ ಇವರು ದಿನಾಂಕ: 07-05-2022 ರಂದು ಎದುರುದಾರ ವಿಮಾ ಕಂಪನಿ ಹೆಚ್.ಡಿ.ಎಫ್.ಸಿ ಸ್ಟಾಂಡರ್ಡ್ ಲೈಫ್ ಇನ್ಶೂರೆನ್ಸ್ ಕಂಪನಿ ಲಿ. ಮುಂಬೈ ಇವರಿಂದ ವಿಮಾ ಪಾಲಿಸಿ ಪಡೆದಿದ್ದರು. ಅವರು ಪ್ರತಿ ವರ್ಷ ರೂ. 52,250 ನ್ನು ಪಾವತಿಸಿ ಜೀವ ವಿಮಾ ಪಾಲಿಸಿಯನ್ನು ಪಡೆದುಕೊಂಡಿದ್ದರು. ಮತ್ತು ಪಾಲಿಸಿದಾರರು ಎರಡನೇ ವರ್ಷದ ವಾರ್ಷಿಕ ಪ್ರೀಮಿಯಂ ರೂ. 51,126 ದಿನಾಂಕ 07-05-2023 ಮತ್ತು 07-05-2024 ರಂದು ಎದುರುದಾರರ ಕಂಪನಿಗೆ ಪಾವತಿಸಿರುತ್ತಾರೆ. ಆದರೆ ಎದುರುದಾರರು ದಿನಾಂಕ 10-05-2024 ರಂದು ದೂರುದಾರರ ಗಮನಕ್ಕೆ ತರದೇ ಪಾಲಿಸಿ ರದ್ದುಗೊಳಿಸುವ ಬಗ್ಗೆ ಪತ್ರವನ್ನು ನೀಡಿರುತ್ತಾರೆ. ದೂರುದಾರರು ಕೇಳಿದ ಹಾಗೂ ಯಾವುದೇ ಆಕ್ಷೇಪಣೆಯನ್ನು ನೀಡದೇ ದಿನಾಂಕ 28-05-2024 ರಂದು ದೂರುದಾರರಿಗೆ ವಿಮಾ ಪಾಲಿಸಿ ಮೊತ್ತ ರೂ. 1,54,502 ಗಳನ್ನು ಮರುಪಾವತಿ ಮಾಡಿರುತ್ತಾರೆ. ಎದುರುದಾರರು ದೂರುದಾರರಿಗೆ ಯಾವುದೇ ನೋಟಿಸ್ ನೀಡದೇ ದೂರುದಾರರ ವಿಮಾ ಪಾಲಿಸಿಯನ್ನು ಏಕಾಏಕಿ ರದ್ದುಗೊಳಿಸಿ, ಯಾವುದೇ ಅವಕಾಶ ನೀಡದೇ ನಿರ್ಲಕ್ಷ್ಯ ತೋರಿ ಸೇವಾ ನ್ಯೂನತೆ ಎಸಗಿದ್ದರಿಂದ ನೊಂದ ದೂರುದಾರರು ಜಿಲ್ಲಾ ಗ್ರಾಹಕರ ಆಯೋಗಕ್ಕೆ ದೂರು ಸಲ್ಲಿಸಿದ್ದರು. ಕೊಪ್ಪಳ, ಜಿಲ್ಲಾ ಗ್ರಾಹಕರ ವ್ಯಾಜ್ಯಗಳ ಪರಿಹಾರ ಆಯೋಗದ ಅಧ್ಯಕ್ಷರಾದ ಜಿ.ಇ.ಸೌಭಾಗ್ಯಲಕ್ಷ್ಮೀ ಹಾಗೂ ಸದಸ್ಯರಾದ ರಾಜು ಎನ್. ಮೇತ್ರಿ ರವರು ವಾದ ಪ್ರತಿವಾದಗಳನ್ನು ಆಲಿಸಿ, ಎದುರುದಾರರಿಂದ ದೂರುದಾರರಿಗೆ ಉಂಟಾದ ತೊಂದರೆ ಮತ್ತು ಸೇವಾ ನ್ಯೂನತೆಗಾಗಿ ದೂರುದಾರರಿಗೆ ಪರಿಹಾರವಾಗಿ ರೂ. 20,000 ಗಳನ್ನು ನೀಡಿ, ಈ ಮೊತ್ತಕ್ಕೆ ವಾರ್ಷಿಕ ಶೇ.6ರ ಬಡ್ಡಿ ಸಮೇತ ದೂರಿನ ದಿನಾಂಕದಿಂದ ಪಾವತಿಯಾಗುವವರೆಗೆ ದೂರುದಾರರಿಗೆ ಪಾವತಿಸುವಂತೆ ಆದೇಶಿಸುತ್ತದೆ. ಮತ್ತು ದೂರುದಾರರಿಗೆ ಉಂಟಾದ ಮಾನಸಿಕ ಯಾತನೆಗಾಗಿ ರೂ. 10,000 ಗಳನ್ನು ಹಾಗೂ ದೂರಿನ ಖರ್ಚು ರೂ. 5,000 ಗಳನ್ನು 45 ದಿನಗಳ ಒಳಗಾಗಿ ಎದುರುದಾರರು ದೂರುದಾರರಿಗೆ ಪಾವತಿಸುವಂತೆ ಆದೇಶಿಸಿರುತ್ತಾರೆ ಎಂದು ಕೊಪ್ಪಳ ಜಿಲ್ಲಾ ಗ್ರಾಹಕರ ಆಯೋಗದ ಸಹಾಯಕ ರಿಜಿಸ್ಟ್ರಾರ್ ಹಾಗೂ ಸಹಾಯಕ ಆಡಳಿತಾಧಿಕಾರಿಗಳು ಪ್ರಕಟಣೆಯಲ್ಲಿ ತಿಳಿಸಿದ್ದಾರೆ.	[20, 1312, 385, 1735]
